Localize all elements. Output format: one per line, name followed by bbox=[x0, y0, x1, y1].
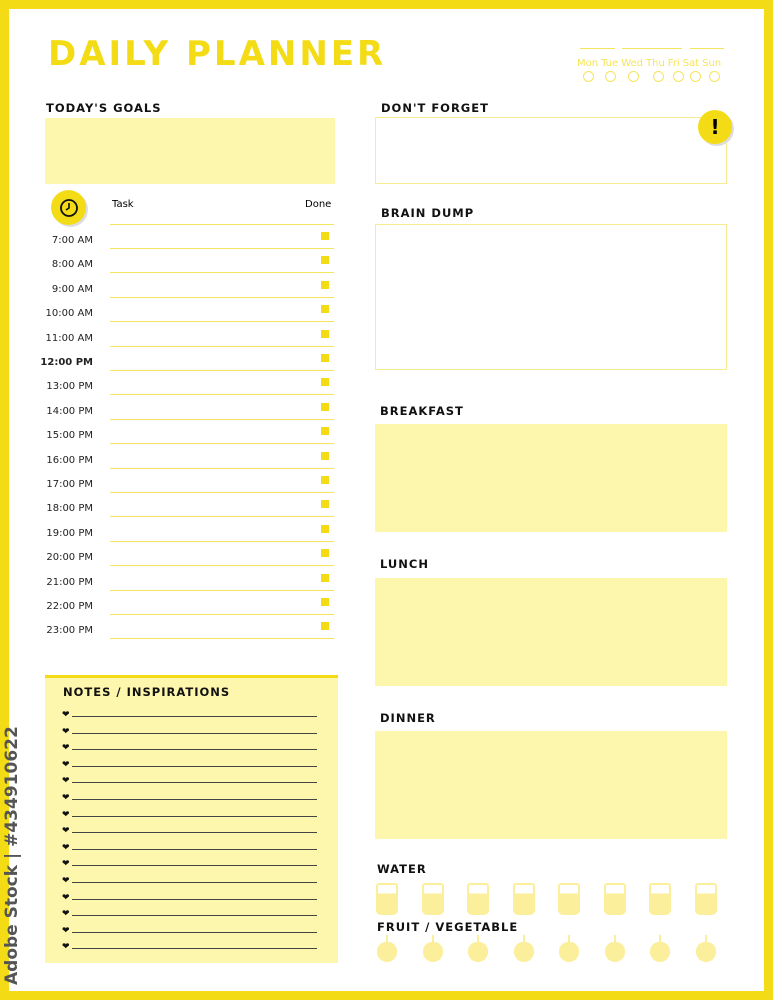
apple-icon[interactable] bbox=[559, 942, 579, 962]
apple-icon[interactable] bbox=[377, 942, 397, 962]
heart-icon: ❤ bbox=[62, 925, 70, 936]
day-checkbox[interactable] bbox=[709, 71, 720, 82]
apple-icon[interactable] bbox=[605, 942, 625, 962]
lunch-field[interactable] bbox=[375, 578, 727, 686]
task-header: Task bbox=[112, 199, 134, 210]
breakfast-label: BREAKFAST bbox=[380, 404, 464, 418]
day-checkbox[interactable] bbox=[653, 71, 664, 82]
time-label: 7:00 AM bbox=[51, 235, 93, 246]
time-label: 14:00 PM bbox=[46, 405, 93, 417]
dont-forget-label: DON'T FORGET bbox=[381, 101, 489, 115]
heart-icon: ❤ bbox=[62, 793, 70, 803]
date-line bbox=[690, 48, 724, 49]
time-label: 16:00 PM bbox=[46, 454, 93, 466]
task-row[interactable] bbox=[110, 394, 334, 395]
heart-icon: ❤ bbox=[62, 859, 70, 870]
row-line bbox=[110, 224, 334, 225]
time-label: 21:00 PM bbox=[46, 576, 93, 588]
done-checkbox[interactable] bbox=[321, 574, 329, 582]
done-checkbox[interactable] bbox=[321, 525, 329, 533]
time-label: 15:00 PM bbox=[46, 430, 93, 442]
task-row[interactable] bbox=[110, 419, 334, 420]
heart-icon: ❤ bbox=[62, 726, 70, 737]
task-row[interactable] bbox=[110, 492, 334, 493]
task-row[interactable] bbox=[110, 516, 334, 517]
weekday-thu: Thu bbox=[646, 58, 665, 69]
task-row[interactable] bbox=[110, 321, 334, 322]
time-label: 18:00 PM bbox=[46, 503, 93, 515]
done-checkbox[interactable] bbox=[321, 305, 329, 313]
note-line[interactable] bbox=[72, 749, 317, 750]
note-line[interactable] bbox=[72, 733, 317, 734]
task-row[interactable] bbox=[110, 565, 334, 566]
note-line[interactable] bbox=[72, 716, 317, 717]
goals-field[interactable] bbox=[45, 118, 335, 184]
weekday-fri: Fri bbox=[667, 58, 680, 69]
done-checkbox[interactable] bbox=[321, 354, 329, 362]
exclamation-icon: ! bbox=[698, 110, 732, 144]
dinner-field[interactable] bbox=[375, 731, 727, 839]
heart-icon: ❤ bbox=[62, 826, 70, 837]
heart-icon: ❤ bbox=[62, 909, 70, 920]
done-checkbox[interactable] bbox=[321, 452, 329, 460]
weekday-sat: Sat bbox=[682, 58, 700, 69]
notes-box[interactable] bbox=[45, 675, 338, 963]
note-line[interactable] bbox=[72, 899, 317, 900]
task-row[interactable] bbox=[110, 443, 334, 444]
water-glass-icon[interactable] bbox=[695, 883, 717, 915]
day-checkbox[interactable] bbox=[673, 71, 684, 82]
note-line[interactable] bbox=[72, 816, 317, 817]
note-line[interactable] bbox=[72, 915, 317, 916]
note-line[interactable] bbox=[72, 799, 317, 800]
apple-icon[interactable] bbox=[468, 942, 488, 962]
watermark: Adobe Stock | #434910622 bbox=[2, 726, 22, 985]
time-label: 8:00 AM bbox=[51, 259, 93, 271]
done-checkbox[interactable] bbox=[321, 427, 329, 435]
task-row[interactable] bbox=[110, 248, 334, 249]
date-line bbox=[580, 48, 615, 49]
water-glass-icon[interactable] bbox=[513, 883, 535, 915]
page-title: DAILY PLANNER bbox=[48, 34, 387, 74]
day-checkbox[interactable] bbox=[605, 71, 616, 82]
task-row[interactable] bbox=[110, 297, 334, 298]
lunch-label: LUNCH bbox=[380, 557, 429, 571]
time-label: 9:00 AM bbox=[51, 283, 93, 295]
done-checkbox[interactable] bbox=[321, 476, 329, 484]
water-label: WATER bbox=[377, 862, 427, 876]
time-label: 17:00 PM bbox=[46, 479, 93, 490]
heart-icon: ❤ bbox=[62, 809, 70, 820]
weekday-sun: Sun bbox=[702, 58, 722, 69]
apple-icon[interactable] bbox=[423, 942, 443, 962]
date-line bbox=[622, 48, 682, 49]
task-row[interactable] bbox=[110, 638, 334, 639]
heart-icon: ❤ bbox=[62, 759, 70, 770]
task-row[interactable] bbox=[110, 370, 334, 371]
note-line[interactable] bbox=[72, 948, 317, 949]
water-glass-icon[interactable] bbox=[376, 883, 398, 915]
done-checkbox[interactable] bbox=[321, 256, 329, 264]
time-label: 19:00 PM bbox=[46, 527, 93, 539]
time-label: 23:00 PM bbox=[46, 625, 93, 637]
heart-icon: ❤ bbox=[62, 892, 70, 903]
done-header: Done bbox=[305, 199, 332, 210]
day-checkbox[interactable] bbox=[583, 71, 594, 82]
apple-icon[interactable] bbox=[650, 942, 670, 962]
water-glass-icon[interactable] bbox=[558, 883, 580, 915]
note-line[interactable] bbox=[72, 766, 317, 767]
task-row[interactable] bbox=[110, 541, 334, 542]
weekday-mon: Mon bbox=[577, 58, 599, 69]
done-checkbox[interactable] bbox=[321, 500, 329, 508]
goals-label: TODAY'S GOALS bbox=[46, 101, 162, 115]
done-checkbox[interactable] bbox=[321, 549, 329, 557]
note-line[interactable] bbox=[72, 865, 317, 866]
task-row[interactable] bbox=[110, 346, 334, 347]
breakfast-field[interactable] bbox=[375, 424, 727, 532]
apple-icon[interactable] bbox=[514, 942, 534, 962]
time-label: 10:00 AM bbox=[45, 308, 93, 320]
task-row[interactable] bbox=[110, 272, 334, 273]
water-glass-icon[interactable] bbox=[422, 883, 444, 915]
done-checkbox[interactable] bbox=[321, 598, 329, 606]
done-checkbox[interactable] bbox=[321, 403, 329, 411]
dont-forget-field[interactable] bbox=[375, 117, 727, 184]
done-checkbox[interactable] bbox=[321, 378, 329, 386]
fruit-label: FRUIT / VEGETABLE bbox=[377, 920, 519, 934]
done-checkbox[interactable] bbox=[321, 622, 329, 630]
time-label: 12:00 PM bbox=[40, 357, 93, 368]
heart-icon: ❤ bbox=[62, 776, 70, 787]
weekday-tue: Tue bbox=[601, 58, 619, 69]
water-glass-icon[interactable] bbox=[467, 883, 489, 915]
heart-icon: ❤ bbox=[62, 842, 70, 853]
heart-icon: ❤ bbox=[62, 942, 70, 953]
time-label: 22:00 PM bbox=[46, 601, 93, 612]
task-row[interactable] bbox=[110, 468, 334, 469]
task-row[interactable] bbox=[110, 614, 334, 615]
time-label: 13:00 PM bbox=[46, 381, 93, 393]
note-line[interactable] bbox=[72, 932, 317, 933]
heart-icon: ❤ bbox=[62, 710, 70, 720]
heart-icon: ❤ bbox=[62, 743, 70, 754]
note-line[interactable] bbox=[72, 782, 317, 783]
brain-dump-field[interactable] bbox=[375, 224, 727, 370]
heart-icon: ❤ bbox=[62, 876, 70, 886]
water-glass-icon[interactable] bbox=[604, 883, 626, 915]
done-checkbox[interactable] bbox=[321, 232, 329, 240]
done-checkbox[interactable] bbox=[321, 330, 329, 338]
water-glass-icon[interactable] bbox=[649, 883, 671, 915]
weekday-labels bbox=[577, 58, 724, 69]
brain-dump-label: BRAIN DUMP bbox=[381, 206, 475, 220]
note-line[interactable] bbox=[72, 849, 317, 850]
day-checkbox[interactable] bbox=[628, 71, 639, 82]
apple-icon[interactable] bbox=[696, 942, 716, 962]
time-label: 11:00 AM bbox=[45, 332, 93, 344]
weekday-wed: Wed bbox=[621, 58, 643, 69]
day-checkbox[interactable] bbox=[690, 71, 701, 82]
notes-label: NOTES / INSPIRATIONS bbox=[63, 685, 231, 699]
note-line[interactable] bbox=[72, 882, 317, 883]
task-row[interactable] bbox=[110, 590, 334, 591]
dinner-label: DINNER bbox=[380, 711, 436, 725]
done-checkbox[interactable] bbox=[321, 281, 329, 289]
note-line[interactable] bbox=[72, 832, 317, 833]
time-label: 20:00 PM bbox=[46, 552, 93, 564]
clock-icon bbox=[51, 190, 86, 225]
